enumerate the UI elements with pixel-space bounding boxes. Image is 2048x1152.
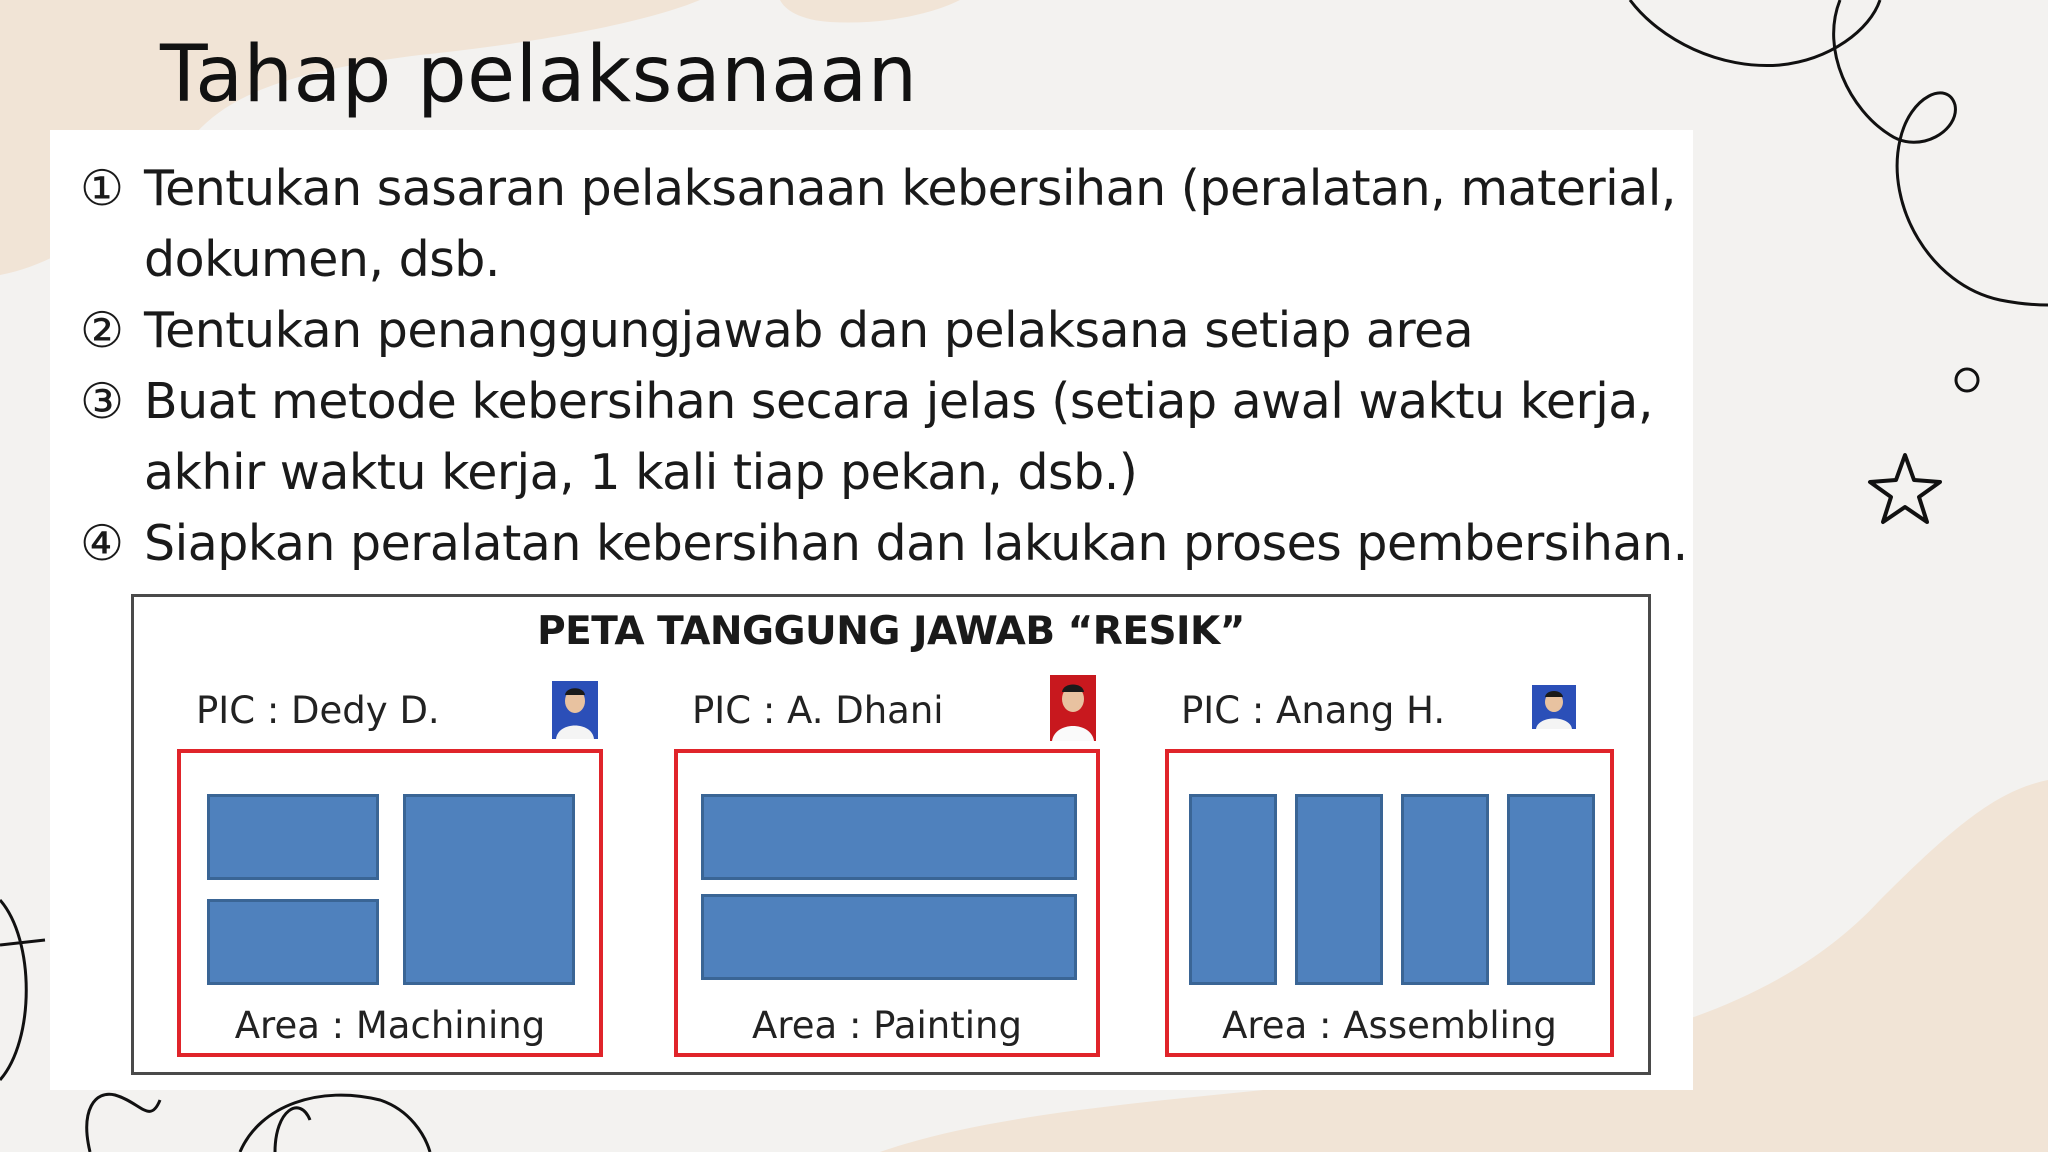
responsibility-map xyxy=(131,594,1651,1075)
top-right-swirl xyxy=(1630,0,1880,66)
step-3-number: ③ xyxy=(80,373,124,430)
step-3-text: Buat metode kebersihan secara jelas (setiap awal waktu kerja, xyxy=(144,373,1653,430)
area-label-assembling: Area : Assembling xyxy=(1222,1004,1557,1047)
pic-label-machining: PIC : Dedy D. xyxy=(196,689,440,732)
avatar xyxy=(552,681,598,739)
paint-booth-block xyxy=(701,794,1077,880)
machine-block xyxy=(403,794,575,985)
step-2-line-1 xyxy=(80,302,1473,359)
step-2-number: ② xyxy=(80,302,124,359)
bottom-loops xyxy=(87,1094,430,1152)
machine-block xyxy=(207,794,379,880)
machine-block xyxy=(207,899,379,985)
assembly-line-block xyxy=(1507,794,1595,985)
circle-icon xyxy=(1956,369,1978,391)
step-1-line-2: dokumen, dsb. xyxy=(144,231,500,288)
pic-label-assembling: PIC : Anang H. xyxy=(1181,689,1446,732)
slide-title: Tahap pelaksanaan xyxy=(160,30,918,120)
assembly-line-block xyxy=(1189,794,1277,985)
avatar xyxy=(1050,675,1096,741)
area-label-painting: Area : Painting xyxy=(752,1004,1022,1047)
top-center-blob xyxy=(780,0,960,23)
step-4-text: Siapkan peralatan kebersihan dan lakukan proses pembersihan. xyxy=(144,515,1688,572)
bottom-left-arc xyxy=(0,900,45,1080)
step-1-number: ① xyxy=(80,160,124,217)
step-4-number: ④ xyxy=(80,515,124,572)
step-3-line-2: akhir waktu kerja, 1 kali tiap pekan, dsb.) xyxy=(144,444,1138,501)
map-title: PETA TANGGUNG JAWAB “RESIK” xyxy=(537,609,1245,654)
content-panel xyxy=(50,130,1693,1090)
right-loop-line xyxy=(1834,0,2048,305)
area-label-machining: Area : Machining xyxy=(234,1004,546,1047)
step-1-line-1 xyxy=(80,160,1676,217)
step-3-line-1 xyxy=(80,373,1653,430)
star-icon xyxy=(1870,455,1940,522)
area-assembling xyxy=(1165,749,1614,1057)
paint-booth-block xyxy=(701,894,1077,980)
assembly-line-block xyxy=(1401,794,1489,985)
pic-label-painting: PIC : A. Dhani xyxy=(692,689,944,732)
step-2-text: Tentukan penanggungjawab dan pelaksana setiap area xyxy=(144,302,1474,359)
assembly-line-block xyxy=(1295,794,1383,985)
step-4-line-1 xyxy=(80,515,1688,572)
avatar xyxy=(1532,685,1576,729)
step-1-text: Tentukan sasaran pelaksanaan kebersihan (peralatan, material, xyxy=(144,160,1676,217)
area-machining xyxy=(177,749,603,1057)
area-painting xyxy=(674,749,1100,1057)
